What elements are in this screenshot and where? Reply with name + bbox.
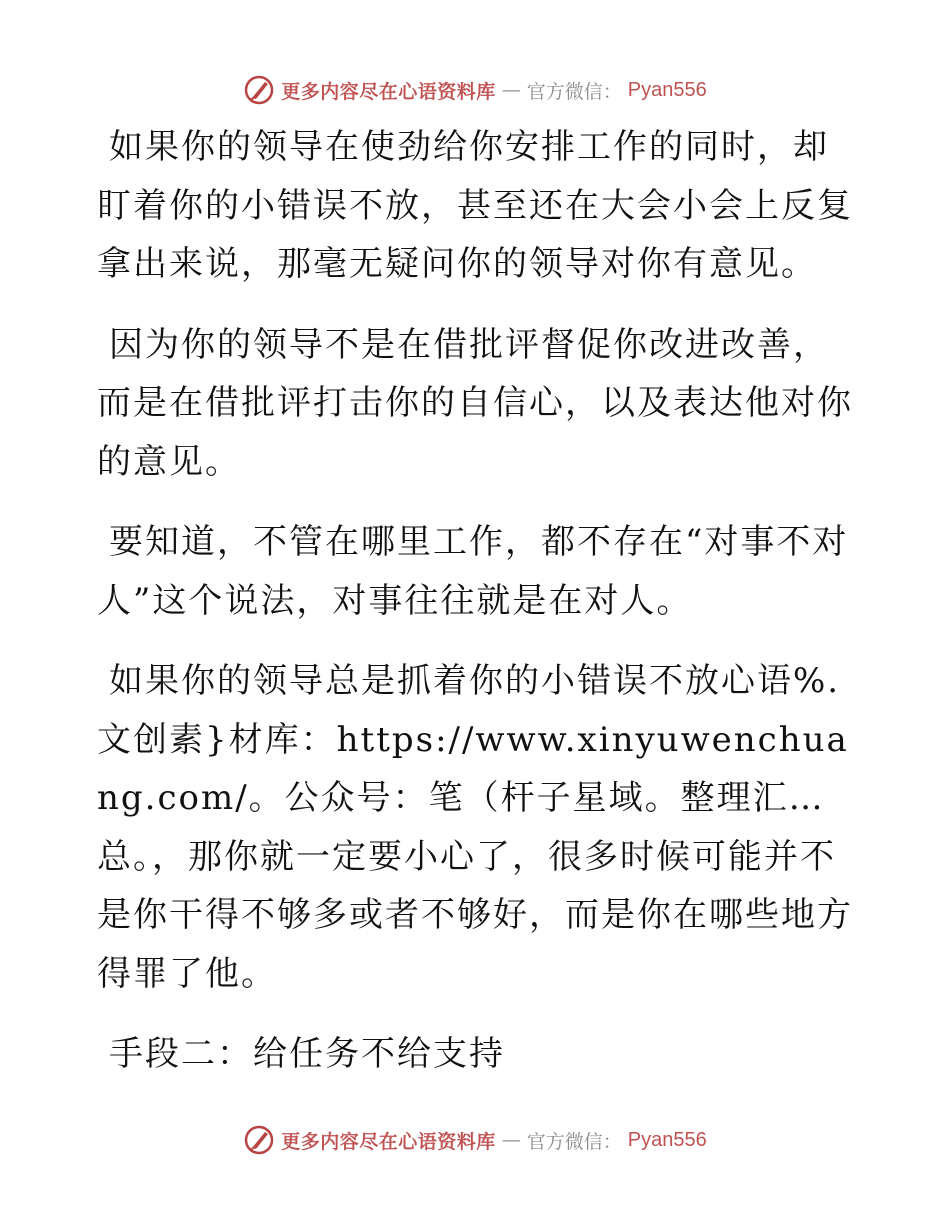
header-wechat-label: 官方微信：	[526, 80, 622, 103]
quill-logo-icon	[243, 74, 275, 106]
paragraph-3: 要知道，不管在哪里工作，都不存在“对事不对人”这个说法，对事往往就是在对人。	[97, 522, 849, 621]
document-body	[97, 118, 853, 1106]
header-promo-text: 更多内容尽在心语资料库	[281, 80, 496, 103]
footer-wechat-id: Pyan556	[627, 1128, 707, 1151]
footer-banner	[0, 1120, 950, 1160]
quill-logo-icon	[243, 1124, 275, 1156]
header-separator: —	[501, 79, 521, 101]
paragraph-2: 因为你的领导不是在借批评督促你改进改善，而是在借批评打击你的自信心，以及表达他对你的意见。	[97, 324, 853, 482]
footer-wechat-label: 官方微信：	[526, 1130, 622, 1153]
paragraph-1: 如果你的领导在使劲给你安排工作的同时，却盯着你的小错误不放，甚至还在大会小会上反复拿出来说，那毫无疑问你的领导对你有意见。	[97, 127, 853, 284]
section-heading: 手段二：给任务不给支持	[109, 1034, 505, 1074]
header-banner	[0, 70, 950, 110]
footer-separator: —	[501, 1129, 521, 1151]
paragraph-4: 如果你的领导总是抓着你的小错误不放心语%.文创素}材库：https://www.xinyuwenchuang.com/。公众号：笔（杆子星域。整理汇…总。，那你就一定要小心了，很多时候可能并不是你干得不够多或者不够好，而是你在哪些地方得罪了他。	[97, 661, 853, 994]
header-wechat-id: Pyan556	[627, 78, 707, 101]
footer-promo-text: 更多内容尽在心语资料库	[281, 1130, 496, 1153]
